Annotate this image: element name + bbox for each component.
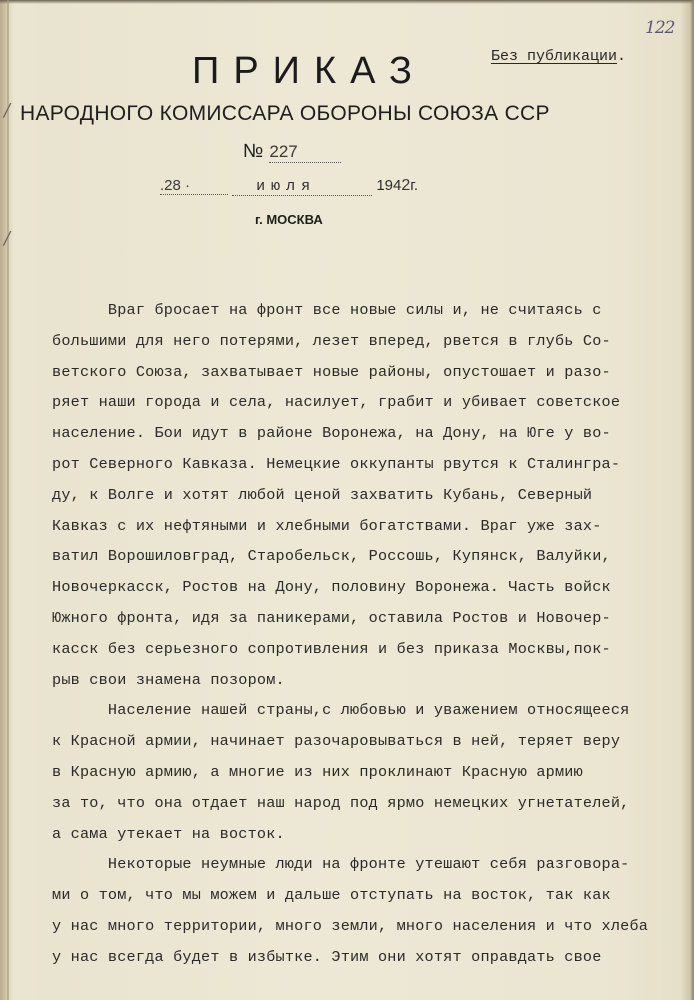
- order-number-label: №: [243, 141, 264, 162]
- margin-mark-2: /: [4, 228, 11, 249]
- body-line: Население нашей страны,с любовью и уважением относящееся: [52, 701, 630, 720]
- date-day: .28 ·: [160, 177, 228, 195]
- body-line: у нас много территории, много земли, много населения и что хлеба: [52, 916, 649, 935]
- order-number-value: 227: [269, 142, 341, 163]
- publication-stamp: [491, 48, 626, 65]
- date-year: 1942г.: [376, 177, 419, 194]
- body-line: касск без серьезного сопротивления и без приказа Москвы,пок-: [52, 639, 611, 658]
- body-line: к Красной армии, начинает разочаровываться в ней, теряет веру: [52, 732, 621, 751]
- body-line: Южного фронта, идя за паникерами, оставила Ростов и Новочер-: [52, 608, 611, 627]
- body-line: Некоторые неумные люди на фронте утешают себя разговора-: [52, 855, 630, 874]
- stamp-period: .: [617, 48, 627, 65]
- document-subtitle: НАРОДНОГО КОМИССАРА ОБОРОНЫ СОЮЗА ССР: [20, 102, 550, 125]
- stamp-text: Без публикации: [491, 48, 618, 65]
- body-line: в Красную армию, а многие из них проклинают Красную армию: [52, 762, 583, 781]
- body-line: ватил Ворошиловград, Старобельск, Россошь, Купянск, Валуйки,: [52, 547, 611, 566]
- body-line: большими для него потерями, лезет вперед, рвется в глубь Со-: [52, 331, 611, 350]
- top-edge-shadow: [0, 0, 694, 4]
- body-line: у нас всегда будет в избытке. Этим они хотят оправдать свое: [52, 947, 602, 966]
- body-line: Новочеркасск, Ростов на Дону, половину Воронежа. Часть войск: [52, 578, 611, 597]
- page-number: 122: [645, 18, 675, 38]
- city: г. МОСКВА: [255, 212, 323, 227]
- body-line: население. Бои идут в районе Воронежа, на Дону, на Юге у во-: [52, 424, 611, 443]
- body-line: ряет наши города и села, насилует, грабит и убивает советское: [52, 393, 621, 412]
- body-line: за то, что она отдает наш народ под ярмо немецких угнетателей,: [52, 793, 630, 812]
- document-body: [52, 295, 692, 973]
- binding-edge: [7, 0, 9, 1000]
- body-line: Враг бросает на фронт все новые силы и, не считаясь с: [52, 301, 602, 319]
- body-line: ду, к Волге и хотят любой ценой захватить Кубань, Северный: [52, 485, 593, 504]
- body-line: рот Северного Кавказа. Немецкие оккупанты рвутся к Сталингра-: [52, 454, 621, 473]
- order-number: [243, 141, 341, 163]
- document-title: ПРИКАЗ: [192, 50, 426, 92]
- body-line: а сама утекает на восток.: [52, 824, 285, 843]
- body-line: Кавказ с их нефтяными и хлебными богатствами. Враг уже зах-: [52, 516, 602, 535]
- date-month: июля: [232, 178, 372, 196]
- body-line: ми о том, что мы можем и дальше отступать на восток, так как: [52, 886, 611, 905]
- order-date: [160, 177, 418, 196]
- margin-mark-1: /: [4, 100, 11, 121]
- body-line: ветского Союза, захватывает новые районы, опустошает и разо-: [52, 362, 611, 381]
- body-line: рыв свои знамена позором.: [52, 670, 285, 689]
